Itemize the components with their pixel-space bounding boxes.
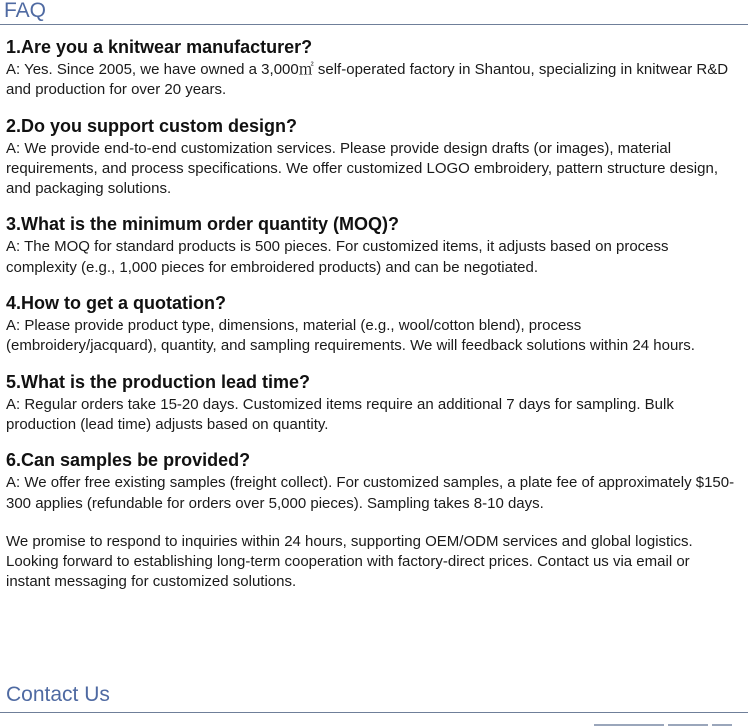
- faq-question: 3.What is the minimum order quantity (MOQ)?: [6, 214, 400, 235]
- faq-answer: A: The MOQ for standard products is 500 pieces. For customized items, it adjusts based on process complexity (e.g., 1,000 pieces for embroidered products) and can be negotiated.: [6, 238, 669, 276]
- decor-bar: [712, 724, 732, 726]
- faq-question: 5.What is the production lead time?: [6, 371, 311, 392]
- faq-heading: FAQ: [4, 0, 47, 22]
- faq-question: 4.How to get a quotation?: [6, 293, 226, 314]
- faq-item: [6, 292, 736, 357]
- faq-list: [6, 36, 736, 593]
- faq-item: [6, 371, 736, 436]
- faq-answer: A: We provide end-to-end customization services. Please provide design drafts (or images), material requirements, and process specifications. We offer customized LOGO embroidery, pattern structure design, and packaging solutions.: [6, 139, 718, 198]
- faq-answer: A: Regular orders take 15-20 days. Customized items require an additional 7 days for sampling. Bulk production (lead time) adjusts based on quantity.: [6, 395, 674, 433]
- faq-item: [6, 115, 736, 200]
- faq-question: 1.Are you a knitwear manufacturer?: [6, 37, 313, 57]
- faq-section-header: [0, 0, 750, 25]
- contact-divider: [0, 712, 748, 713]
- faq-question: 6.Can samples be provided?: [6, 450, 251, 471]
- faq-item: [6, 36, 736, 101]
- decor-bar: [668, 724, 708, 726]
- faq-answer: A: Please provide product type, dimensions, material (e.g., wool/cotton blend), process (embroidery/jacquard), quantity, and sampling requirements. We will feedback solutions within 24 hours.: [6, 317, 695, 355]
- faq-divider: [0, 24, 748, 25]
- faq-item: [6, 213, 736, 278]
- faq-question: 2.Do you support custom design?: [6, 115, 298, 136]
- faq-item: [6, 449, 736, 514]
- contact-heading: Contact Us: [6, 683, 110, 706]
- closing-statement: We promise to respond to inquiries within 24 hours, supporting OEM/ODM services and global logistics. Looking forward to establishing long-term cooperation with factory-direct prices. Contact us via email or instant messaging for customized solutions.: [6, 532, 693, 591]
- faq-answer: A: Yes. Since 2005, we have owned a 3,000㎡ self-operated factory in Shantou, specializing in knitwear R&D and production for over 20 years.: [6, 61, 729, 99]
- contact-section-header: [0, 683, 750, 713]
- decor-bar: [594, 724, 664, 726]
- faq-answer: A: We offer free existing samples (freight collect). For customized samples, a plate fee of approximately $150-300 applies (refundable for orders over 5,000 pieces). Sampling takes 8-10 days.: [6, 474, 735, 512]
